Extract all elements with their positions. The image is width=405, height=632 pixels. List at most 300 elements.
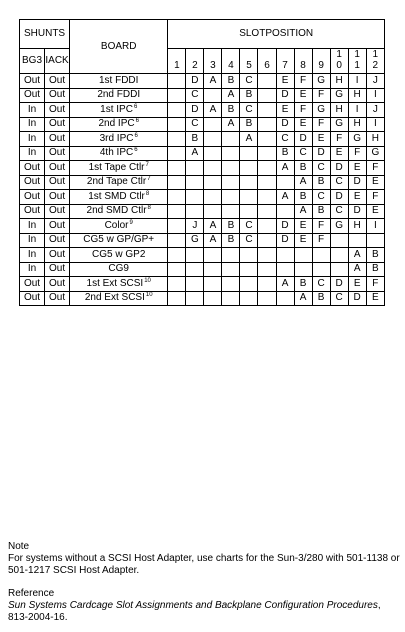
slot-number-digit: 1 [354,60,360,71]
bg3-shunt-cell: In [20,103,45,118]
slot-assignment-table [19,19,385,306]
slot-cell [258,291,276,306]
table-row [20,277,385,292]
slot-cell: A [222,88,240,103]
slot-cell [222,146,240,161]
slot-cell: I [348,74,366,89]
footnote-marker: 10 [144,277,151,284]
slot-cell: A [204,219,222,234]
slot-cell [240,291,258,306]
iack-shunt-cell: Out [45,233,70,248]
slot-cell [168,161,186,176]
iack-column-header: IACK [45,49,70,74]
slot-cell [258,277,276,292]
slot-cell [348,233,366,248]
slot-cell [222,175,240,190]
slot-cell: G [366,146,384,161]
footnote-marker: 7 [147,176,151,183]
bg3-shunt-cell: In [20,248,45,263]
board-name: 4th IPC [99,147,134,159]
board-name: Color [104,219,129,231]
board-name: 2nd IPC [98,118,135,130]
slot-cell [258,248,276,263]
slot-cell [168,291,186,306]
slot-cell: C [294,146,312,161]
slot-cell: C [186,88,204,103]
iack-shunt-cell: Out [45,117,70,132]
slot-cell: G [186,233,204,248]
note-heading: Note [8,541,30,552]
slot-cell [330,248,348,263]
slot-number-header [348,49,366,74]
board-cell [70,175,168,190]
slot-cell [240,146,258,161]
slot-cell [168,117,186,132]
slot-cell [276,175,294,190]
slot-cell [258,204,276,219]
slot-cell: I [366,88,384,103]
slot-cell [222,277,240,292]
slot-cell: B [294,277,312,292]
board-cell [70,248,168,263]
slot-cell: G [312,74,330,89]
slot-cell: I [366,219,384,234]
slot-cell [204,88,222,103]
table-row [20,233,385,248]
slot-cell: A [222,117,240,132]
slot-cell: B [222,219,240,234]
slot-cell [258,146,276,161]
slot-cell: F [312,88,330,103]
slot-cell: A [294,204,312,219]
iack-shunt-cell: Out [45,277,70,292]
slot-position-header: SLOTPOSITION [168,20,385,49]
slot-cell [258,88,276,103]
bg3-shunt-cell: Out [20,291,45,306]
slot-cell [204,291,222,306]
slot-cell [186,262,204,277]
table-row [20,190,385,205]
slot-cell [168,175,186,190]
slot-cell [168,219,186,234]
footnote-marker: 6 [134,147,138,154]
slot-number-header [294,49,312,74]
slot-cell: C [312,277,330,292]
table-row [20,117,385,132]
board-name: CG9 [108,263,129,275]
slot-number-digit: 1 [372,49,379,60]
footnote-marker: 8 [145,190,150,197]
board-name: CG5 w GP2 [92,248,146,260]
iack-shunt-cell: Out [45,219,70,234]
slot-cell: D [186,103,204,118]
table-row [20,161,385,176]
slot-cell: C [240,233,258,248]
slot-cell: B [186,132,204,147]
slot-cell: D [276,233,294,248]
slot-cell [276,262,294,277]
slot-cell [204,262,222,277]
board-name: 2nd SMD Ctlr [86,205,147,217]
board-cell [70,262,168,277]
slot-cell: D [276,219,294,234]
note-text: For systems without a SCSI Host Adapter, use charts for the Sun-3/280 with 501-1138 or 501-1217 SCSI Host Adapter. [8,553,400,576]
slot-cell [168,74,186,89]
slot-cell: F [312,219,330,234]
slot-cell [258,262,276,277]
board-name: 3rd IPC [99,132,134,144]
bg3-column-header: BG3 [20,49,45,74]
slot-cell [204,146,222,161]
iack-shunt-cell: Out [45,103,70,118]
board-name: 1st FDDI [98,74,139,86]
slot-cell: D [276,117,294,132]
slot-cell [312,262,330,277]
bg3-shunt-cell: Out [20,190,45,205]
slot-cell [240,262,258,277]
slot-number-digit: 5 [246,60,252,71]
board-cell [70,132,168,147]
slot-cell: A [294,291,312,306]
board-cell [70,88,168,103]
slot-cell [222,204,240,219]
iack-shunt-cell: Out [45,248,70,263]
slot-cell: F [330,132,348,147]
board-cell [70,219,168,234]
slot-number-header [330,49,348,74]
slot-cell [258,74,276,89]
bg3-shunt-cell: In [20,262,45,277]
board-name: 2nd FDDI [97,89,141,101]
slot-cell: B [222,233,240,248]
slot-cell: B [276,146,294,161]
board-name: 1st SMD Ctlr [88,190,145,202]
slot-number-header [312,49,330,74]
board-name: CG5 w GP/GP+ [83,234,155,246]
slot-cell [168,88,186,103]
slot-cell [240,204,258,219]
slot-number-header [186,49,204,74]
slot-cell: C [240,74,258,89]
slot-cell [240,277,258,292]
slot-number-digit: 8 [300,60,306,71]
slot-number-digit: 1 [174,60,180,71]
slot-cell: D [348,175,366,190]
slot-cell: A [294,175,312,190]
slot-cell: B [312,175,330,190]
slot-cell: A [276,190,294,205]
slot-number-digit: 2 [372,60,379,71]
slot-cell [204,204,222,219]
slot-cell: C [276,132,294,147]
slot-cell: H [348,88,366,103]
slot-cell [258,175,276,190]
slot-cell: A [348,262,366,277]
slot-cell: G [330,219,348,234]
slot-cell [168,204,186,219]
bg3-shunt-cell: Out [20,175,45,190]
iack-shunt-cell: Out [45,262,70,277]
bg3-shunt-cell: In [20,146,45,161]
board-cell [70,146,168,161]
slot-cell: C [312,161,330,176]
slot-cell [168,132,186,147]
slot-cell: E [276,74,294,89]
slot-cell [168,248,186,263]
slot-cell: A [240,132,258,147]
reference-number: , 813-2004-16. [8,600,381,623]
iack-shunt-cell: Out [45,161,70,176]
board-cell [70,291,168,306]
slot-cell: D [294,132,312,147]
iack-shunt-cell: Out [45,190,70,205]
slot-cell [258,161,276,176]
slot-cell: H [330,103,348,118]
slot-cell: H [366,132,384,147]
slot-cell [276,204,294,219]
slot-cell [168,262,186,277]
slot-number-header [168,49,186,74]
slot-number-header [366,49,384,74]
footnote-marker: 9 [129,219,133,226]
slot-cell [186,248,204,263]
slot-cell: C [330,204,348,219]
slot-cell: B [222,103,240,118]
board-cell [70,161,168,176]
slot-number-header [204,49,222,74]
slot-number-digit: 0 [336,60,342,71]
bg3-shunt-cell: Out [20,88,45,103]
slot-cell: E [330,146,348,161]
slot-number-header [240,49,258,74]
slot-number-header [258,49,276,74]
table-row [20,262,385,277]
bg3-shunt-cell: Out [20,277,45,292]
board-name: 1st Ext SCSI [86,277,144,289]
slot-cell: F [366,190,384,205]
table-row [20,175,385,190]
slot-cell: C [330,291,348,306]
slot-cell: J [366,74,384,89]
slot-cell [204,117,222,132]
footnote-marker: 8 [147,205,151,212]
slot-cell [222,262,240,277]
slot-cell: F [366,161,384,176]
slot-cell: H [348,117,366,132]
slot-number-header [276,49,294,74]
bg3-shunt-cell: In [20,219,45,234]
slot-cell [258,117,276,132]
footnote-marker: 10 [145,292,153,299]
slot-cell: C [330,175,348,190]
slot-cell [240,190,258,205]
slot-cell: J [186,219,204,234]
table-row [20,103,385,118]
footnote-marker: 6 [135,118,139,125]
slot-cell [168,103,186,118]
slot-number-digit: 3 [210,60,216,71]
slot-cell: E [294,117,312,132]
slot-cell [258,190,276,205]
slot-cell: E [366,204,384,219]
shunts-header: SHUNTS [20,20,70,49]
slot-cell: E [348,277,366,292]
slot-cell: D [348,204,366,219]
slot-number-digit: 4 [228,60,234,71]
slot-cell: G [348,132,366,147]
slot-cell: E [294,219,312,234]
slot-cell: A [276,277,294,292]
slot-number-digit: 1 [336,49,342,60]
slot-cell [168,190,186,205]
slot-cell: B [366,248,384,263]
iack-shunt-cell: Out [45,132,70,147]
iack-shunt-cell: Out [45,291,70,306]
slot-cell [204,175,222,190]
slot-cell [222,291,240,306]
slot-cell [204,161,222,176]
slot-cell: C [240,219,258,234]
board-name: 2nd Ext SCSI [84,292,145,304]
slot-cell: B [240,117,258,132]
slot-cell [240,161,258,176]
slot-number-header [222,49,240,74]
board-cell [70,277,168,292]
slot-cell: B [312,204,330,219]
slot-cell [258,219,276,234]
table-row [20,146,385,161]
bg3-shunt-cell: Out [20,74,45,89]
slot-cell [258,103,276,118]
iack-shunt-cell: Out [45,204,70,219]
table-row [20,88,385,103]
slot-cell [276,248,294,263]
bg3-shunt-cell: In [20,233,45,248]
table-row [20,132,385,147]
slot-cell [186,277,204,292]
slot-cell: F [312,233,330,248]
slot-cell [222,132,240,147]
slot-cell: G [330,88,348,103]
slot-cell: C [312,190,330,205]
footnote-marker: 6 [134,132,138,139]
slot-cell [240,175,258,190]
slot-cell: E [348,190,366,205]
slot-cell: A [348,248,366,263]
footnote-marker: 6 [133,103,138,110]
board-name: 1st IPC [100,103,133,115]
slot-cell [366,233,384,248]
slot-cell: B [240,88,258,103]
board-cell [70,103,168,118]
slot-cell: D [312,146,330,161]
slot-cell [222,190,240,205]
slot-cell: D [348,291,366,306]
slot-cell: J [366,103,384,118]
table-row [20,204,385,219]
slot-cell: B [366,262,384,277]
note-section [8,541,403,577]
slot-cell [222,248,240,263]
slot-cell [186,161,204,176]
slot-cell: C [240,103,258,118]
board-cell [70,190,168,205]
slot-cell [258,132,276,147]
slot-cell: F [348,146,366,161]
bg3-shunt-cell: Out [20,204,45,219]
board-cell [70,233,168,248]
slot-cell: E [366,291,384,306]
table-row [20,291,385,306]
slot-cell [168,233,186,248]
reference-title: Sun Systems Cardcage Slot Assignments and Backplane Configuration Procedures [8,600,378,611]
table-row [20,74,385,89]
slot-cell: B [294,161,312,176]
slot-cell: E [294,88,312,103]
slot-cell [312,248,330,263]
slot-number-digit: 2 [192,60,198,71]
slot-number-digit: 6 [264,60,270,71]
board-cell [70,74,168,89]
slot-number-digit: 1 [354,49,360,60]
slot-cell [222,161,240,176]
slot-cell [204,132,222,147]
bg3-shunt-cell: In [20,132,45,147]
slot-cell: I [366,117,384,132]
iack-shunt-cell: Out [45,146,70,161]
slot-cell: H [348,219,366,234]
slot-cell: A [204,103,222,118]
slot-cell [204,190,222,205]
reference-heading: Reference [8,588,55,599]
slot-cell [168,146,186,161]
slot-cell: D [330,161,348,176]
slot-cell [276,291,294,306]
slot-cell: F [294,74,312,89]
board-cell [70,117,168,132]
slot-cell: A [204,74,222,89]
slot-cell [186,190,204,205]
slot-cell: B [222,74,240,89]
bg3-shunt-cell: Out [20,161,45,176]
slot-cell [186,175,204,190]
slot-cell: G [312,103,330,118]
slot-number-digit: 9 [318,60,324,71]
slot-cell: E [348,161,366,176]
slot-number-digit: 7 [282,60,288,71]
slot-cell: A [276,161,294,176]
footnote-marker: 7 [145,161,149,168]
slot-cell: B [294,190,312,205]
slot-cell: G [330,117,348,132]
reference-section [8,588,403,624]
slot-cell: D [330,190,348,205]
slot-cell: H [330,74,348,89]
slot-cell [204,248,222,263]
slot-cell: D [186,74,204,89]
slot-cell [168,277,186,292]
slot-cell [330,262,348,277]
slot-cell [240,248,258,263]
board-cell [70,204,168,219]
board-header: BOARD [70,20,168,74]
slot-cell: A [204,233,222,248]
slot-cell: E [276,103,294,118]
slot-cell: I [348,103,366,118]
slot-cell: E [294,233,312,248]
slot-cell: B [312,291,330,306]
slot-cell [330,233,348,248]
